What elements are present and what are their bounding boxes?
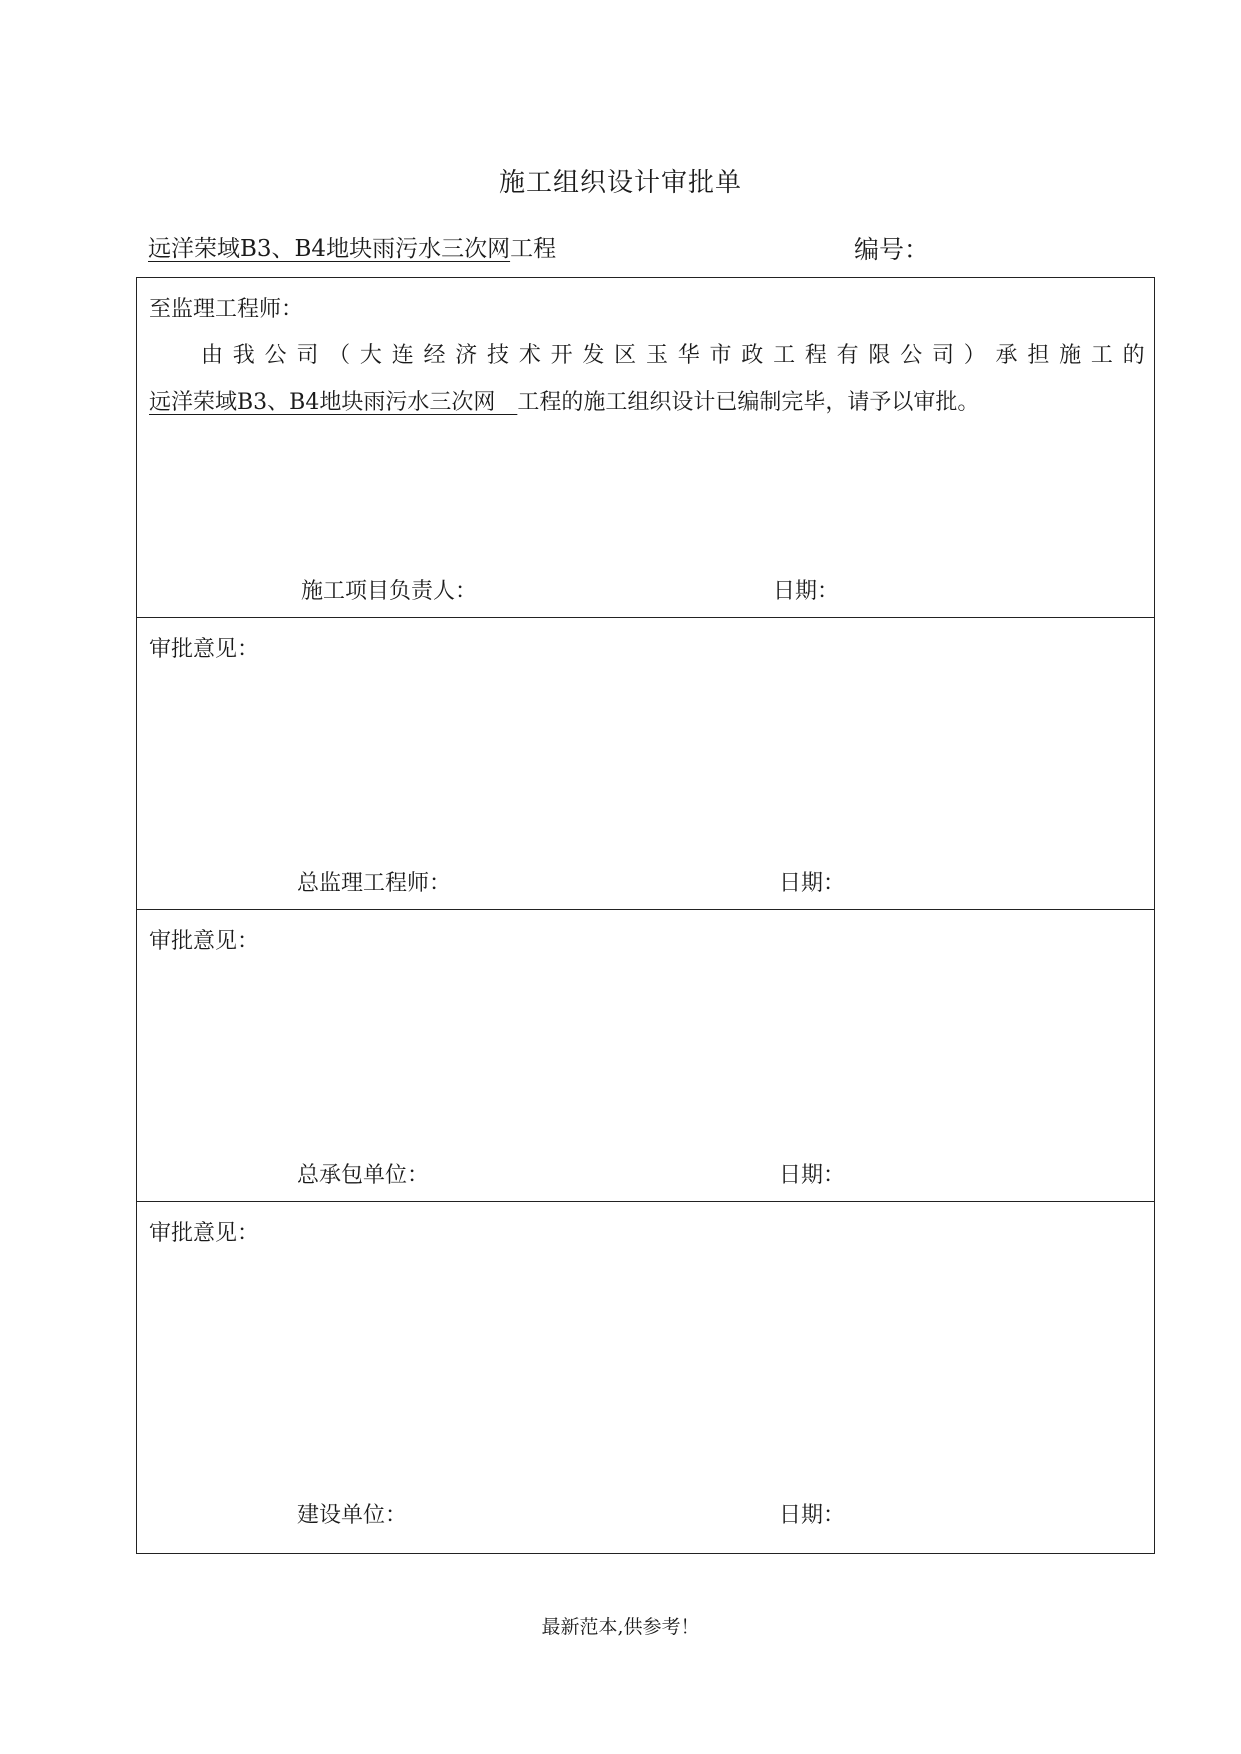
approval-form-table	[136, 277, 1155, 1554]
footer-note: 最新范本,供参考！	[541, 1616, 700, 1638]
paragraph-char: 公	[264, 343, 287, 368]
paragraph-char: 司	[296, 343, 319, 368]
paragraph-char: 济	[455, 343, 478, 368]
paragraph-char: 政	[741, 343, 764, 368]
number-label: 编号：	[854, 235, 930, 264]
paragraph-char: 有	[836, 343, 859, 368]
paragraph-char: 程	[804, 343, 827, 368]
submission-paragraph-line1	[201, 338, 1145, 369]
paragraph-char: 连	[391, 343, 414, 368]
paragraph-char: 经	[423, 343, 446, 368]
paragraph-rest: 工程的施工组织设计已编制完毕，请予以审批。	[517, 390, 980, 415]
project-manager-signature-label: 施工项目负责人：	[301, 579, 478, 604]
paragraph-char: 的	[1122, 343, 1145, 368]
paragraph-char: 区	[614, 343, 637, 368]
paragraph-char: 大	[359, 343, 382, 368]
paragraph-char: 司	[931, 343, 954, 368]
date-label: 日期：	[779, 1163, 846, 1188]
paragraph-char: 华	[677, 343, 700, 368]
opinion-label: 审批意见：	[149, 637, 260, 662]
date-label: 日期：	[779, 1503, 846, 1528]
paragraph-char: 我	[232, 343, 255, 368]
submission-paragraph-line2	[149, 385, 979, 416]
date-label: 日期：	[773, 579, 840, 604]
paragraph-char: 施	[1059, 343, 1082, 368]
chief-supervisor-section	[137, 618, 1154, 910]
project-suffix: 工程	[510, 236, 557, 262]
paragraph-char: 由	[201, 343, 224, 368]
paragraph-char: 工	[773, 343, 796, 368]
paragraph-char: ）	[963, 343, 986, 368]
paragraph-char: （	[328, 343, 351, 368]
opinion-label: 审批意见：	[149, 929, 260, 954]
owner-section	[137, 1202, 1154, 1554]
chief-supervisor-signature-label: 总监理工程师：	[297, 871, 452, 896]
paragraph-char: 公	[900, 343, 923, 368]
paragraph-char: 市	[709, 343, 732, 368]
project-name: 远洋荣域B3、B4地块雨污水三次网	[148, 236, 511, 262]
paragraph-char: 开	[550, 343, 573, 368]
paragraph-char: 工	[1090, 343, 1113, 368]
paragraph-char: 担	[1027, 343, 1050, 368]
paragraph-project-name: 远洋荣域B3、B4地块雨污水三次网	[149, 390, 518, 415]
paragraph-char: 承	[995, 343, 1018, 368]
opinion-label: 审批意见：	[149, 1221, 260, 1246]
paragraph-char: 术	[518, 343, 541, 368]
date-label: 日期：	[779, 871, 846, 896]
paragraph-char: 限	[868, 343, 891, 368]
contractor-submission-section	[137, 278, 1154, 618]
paragraph-char: 玉	[645, 343, 668, 368]
general-contractor-section	[137, 910, 1154, 1202]
paragraph-char: 技	[487, 343, 510, 368]
project-line	[148, 230, 556, 263]
general-contractor-signature-label: 总承包单位：	[297, 1163, 430, 1188]
owner-signature-label: 建设单位：	[297, 1503, 408, 1528]
paragraph-char: 发	[582, 343, 605, 368]
addressee-label: 至监理工程师：	[149, 297, 304, 322]
document-title: 施工组织设计审批单	[498, 168, 742, 198]
